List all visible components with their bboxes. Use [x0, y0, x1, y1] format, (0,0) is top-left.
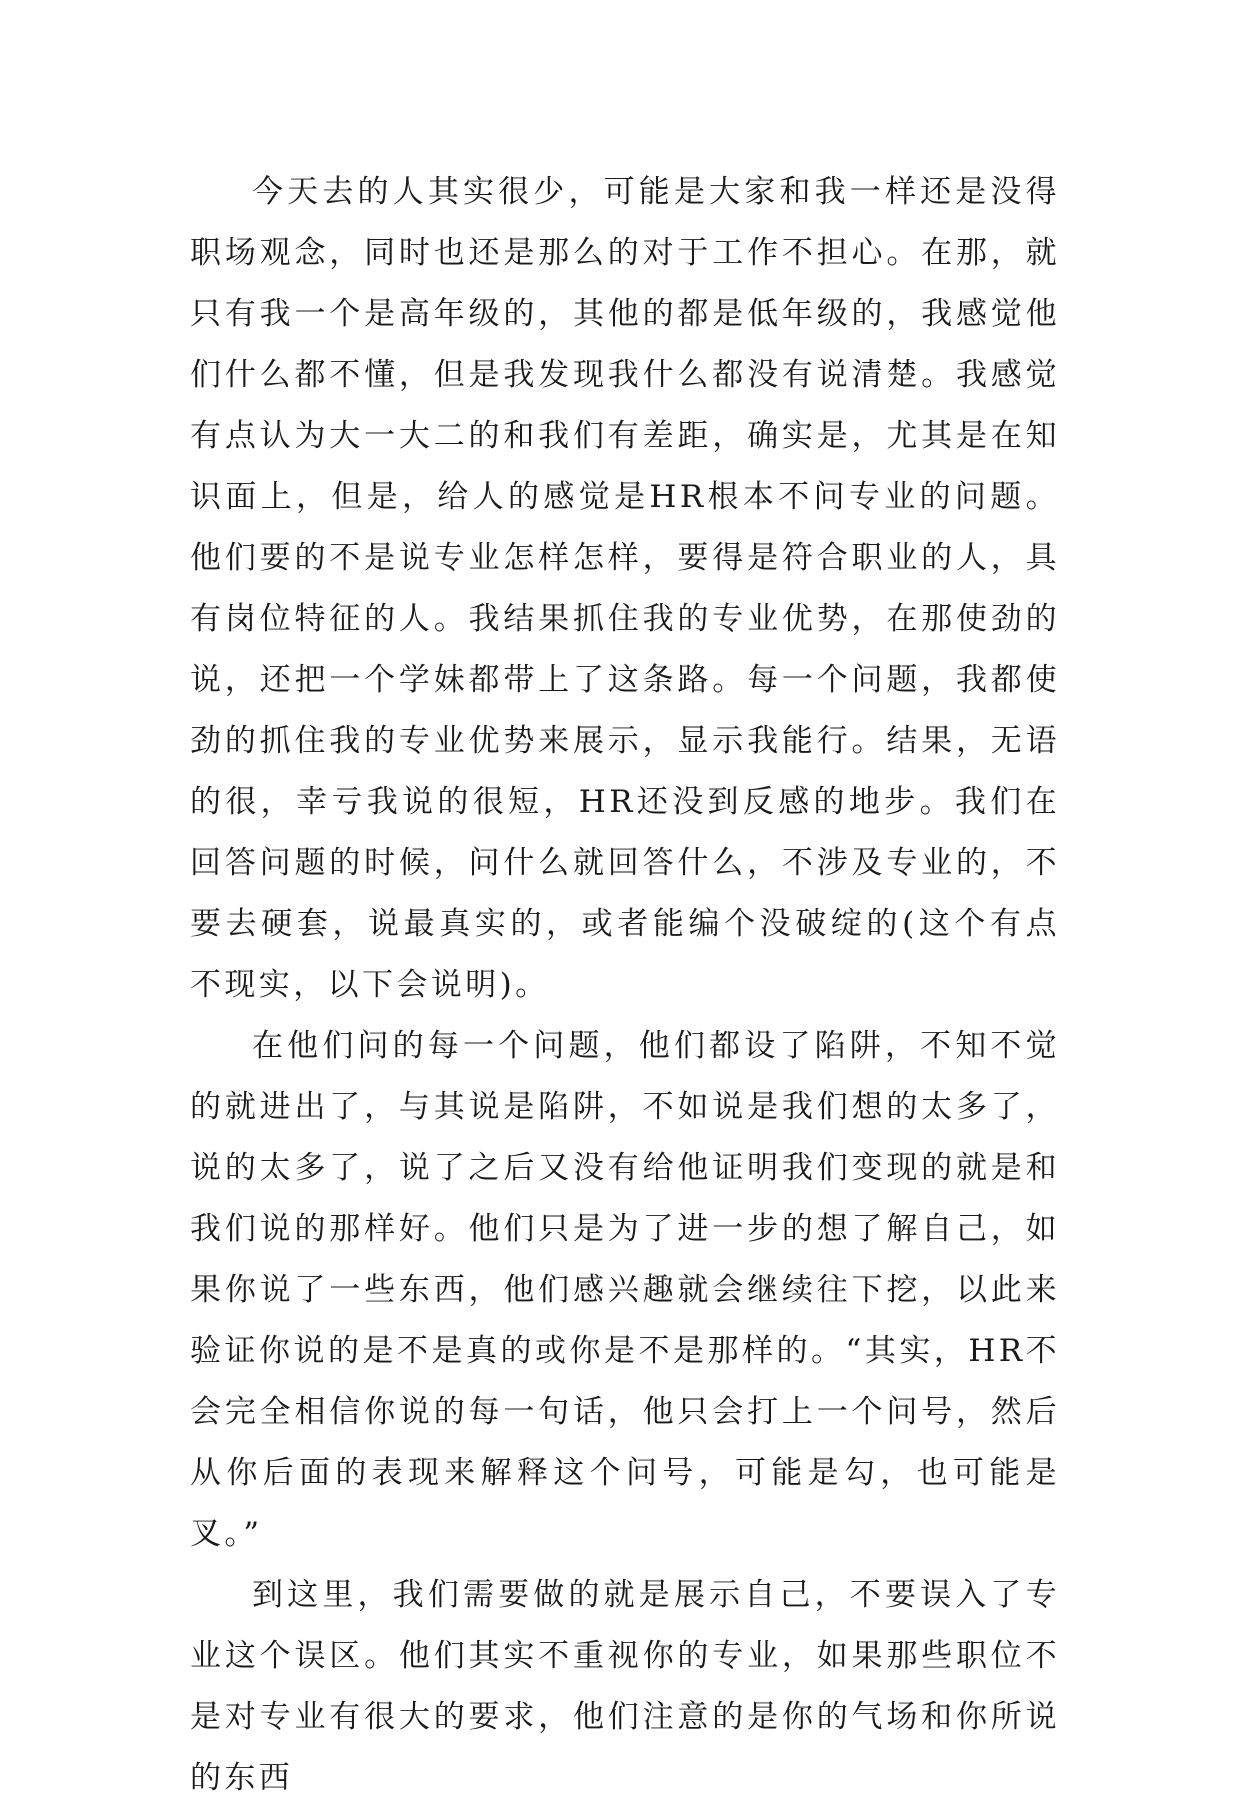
paragraph-2: 在他们问的每一个问题，他们都设了陷阱，不知不觉的就进出了，与其说是陷阱，不如说是我们想的太多了，说的太多了，说了之后又没有给他证明我们变现的就是和我们说的那样好。他们只是为了进一步的想了解自己，如果你说了一些东西，他们感兴趣就会继续往下挖，以此来验证你说的是不是真的或你是不是那样的。“其实，HR不会完全相信你说的每一句话，他只会打上一个问号，然后从你后面的表现来解释这个问号，可能是勾，也可能是叉。”: [190, 1028, 1060, 1552]
paragraph-1: 今天去的人其实很少，可能是大家和我一样还是没得职场观念，同时也还是那么的对于工作不担心。在那，就只有我一个是高年级的，其他的都是低年级的，我感觉他们什么都不懂，但是我发现我什么都没有说清楚。我感觉有点认为大一大二的和我们有差距，确实是，尤其是在知识面上，但是，给人的感觉是HR根本不问专业的问题。他们要的不是说专业怎样怎样，要得是符合职业的人，具有岗位特征的人。我结果抓住我的专业优势，在那使劲的说，还把一个学妹都带上了这条路。每一个问题，我都使劲的抓住我的专业优势来展示，显示我能行。结果，无语的很，幸亏我说的很短，HR还没到反感的地步。我们在回答问题的时候，问什么就回答什么，不涉及专业的，不要去硬套，说最真实的，或者能编个没破绽的(这个有点不现实，以下会说明)。: [190, 174, 1060, 1003]
paragraph-3: 到这里，我们需要做的就是展示自己，不要误入了专业这个误区。他们其实不重视你的专业，如果那些职位不是对专业有很大的要求，他们注意的是你的气场和你所说的东西: [190, 1577, 1060, 1796]
document-body: [190, 162, 1060, 1809]
